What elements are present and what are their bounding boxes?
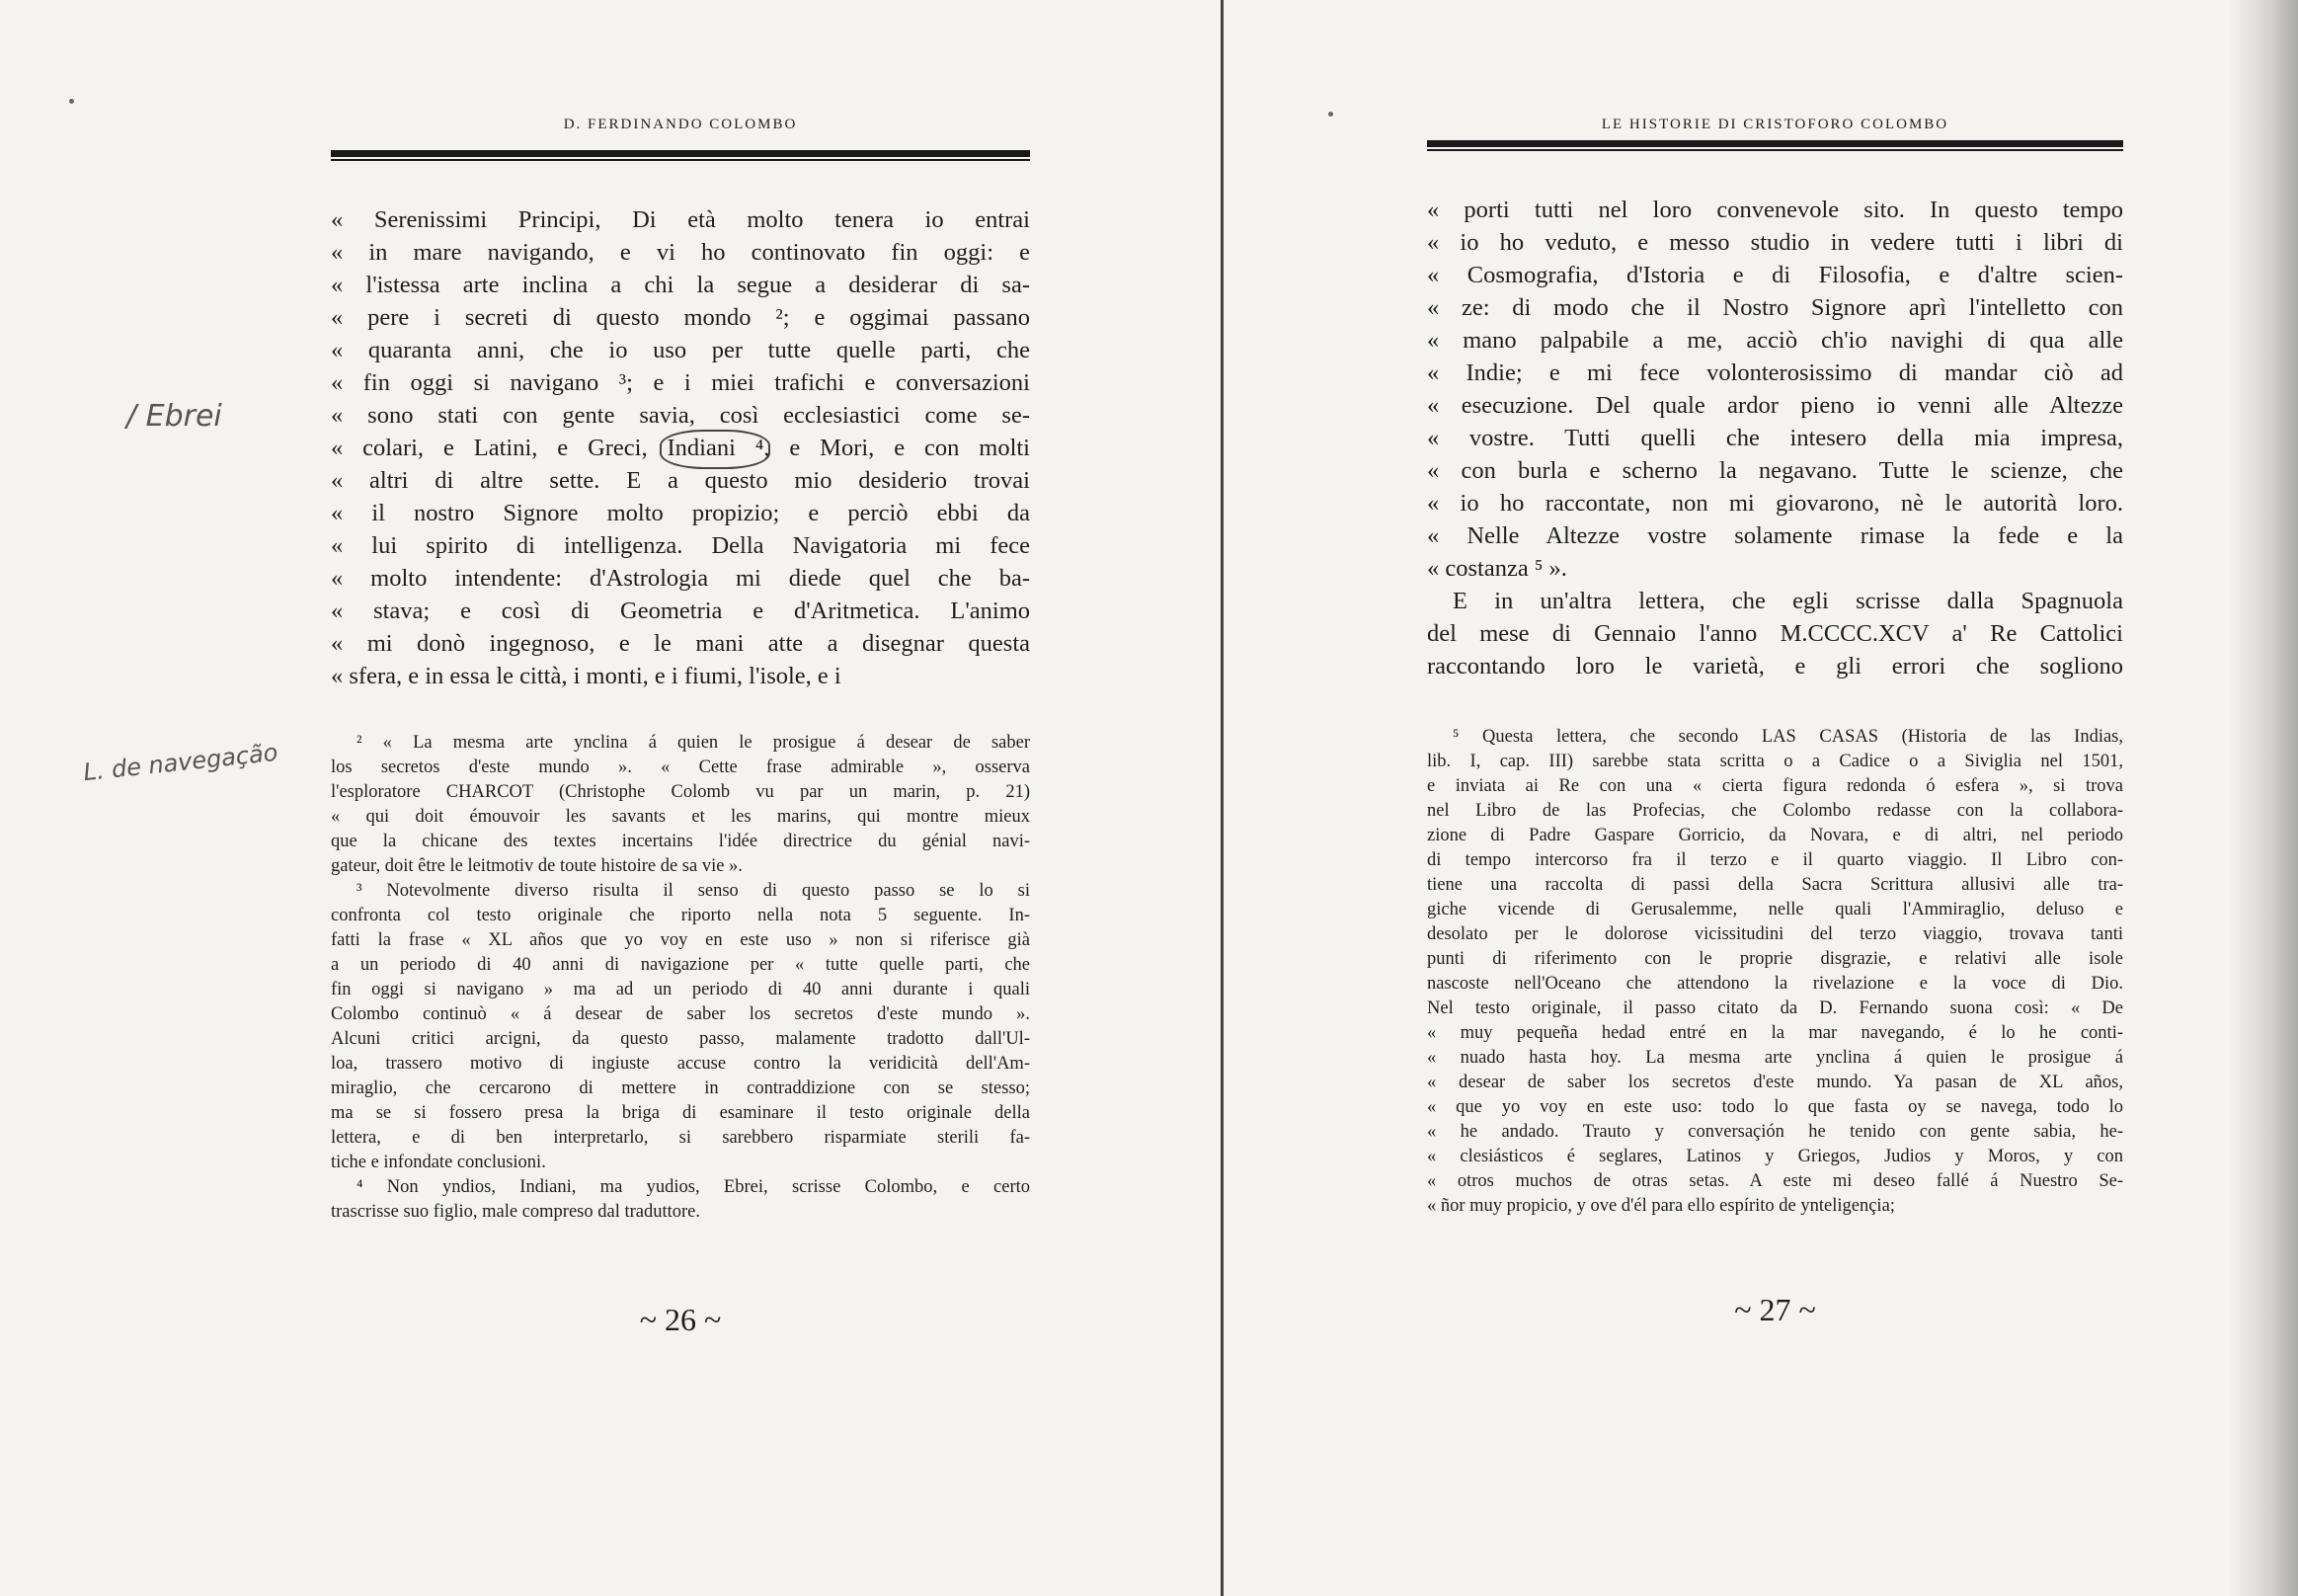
footnote-line: lib. I, cap. III) sarebbe stata scritta o a Cadice o a Siviglia nel 1501, [1427,752,2123,771]
body-line: « stava; e così di Geometria e d'Aritmetica. L'animo [331,598,1030,624]
footnote-line: giche vicende di Gerusalemme, nelle quali l'Ammiraglio, deluso e [1427,900,2123,919]
footnote-line: l'esploratore CHARCOT (Christophe Colomb vu par un marin, p. 21) [331,782,1030,802]
body-line: « io ho raccontate, non mi giovarono, nè le autorità loro. [1427,490,2123,517]
footnote-line: ma se si fossero presa la briga di esaminare il testo originale della [331,1103,1030,1123]
footnote-line: « otros muchos de otras setas. A este mi deseo fallé á Nuestro Se- [1427,1171,2123,1191]
handwritten-margin-note: L. de navegação [82,738,279,787]
body-line: « il nostro Signore molto propizio; e perciò ebbi da [331,500,1030,526]
footnote-line: confronta col testo originale che riporto nella nota 5 seguente. In- [331,906,1030,925]
footnote-line: ² « La mesma arte ynclina á quien le prosigue á desear de saber [357,733,1030,753]
body-line: « Indie; e mi fece volonterosissimo di mandar ciò ad [1427,359,2123,386]
footnote-line: trascrisse suo figlio, male compreso dal traduttore. [331,1202,701,1222]
body-line: « colari, e Latini, e Greci, Indiani ⁴, e Mori, e con molti [331,435,1030,461]
pen-circle-mark [660,430,770,469]
body-text [1427,194,2123,682]
body-line: « porti tutti nel loro convenevole sito. In questo tempo [1427,197,2123,223]
body-line: del mese di Gennaio l'anno M.CCCC.XCV a' Re Cattolici [1427,620,2123,647]
body-line: « pere i secreti di questo mondo ²; e oggimai passano [331,304,1030,331]
body-line: « molto intendente: d'Astrologia mi diede quel che ba- [331,565,1030,592]
body-line: « lui spirito di intelligenza. Della Navigatoria mi fece [331,532,1030,559]
footnote-line: fin oggi si navigano » ma ad un periodo di 40 anni durante i quali [331,980,1030,999]
footnote-line: que la chicane des textes incertains l'idée directrice du génial navi- [331,832,1030,851]
body-line: « io ho veduto, e messo studio in vedere tutti i libri di [1427,229,2123,256]
footnote-line: desolato per le dolorose vicissitudini del terzo viaggio, trovava tanti [1427,924,2123,944]
footnote-line: tiche e infondate conclusioni. [331,1153,546,1172]
footnote-line: « que yo voy en este uso: todo lo que fasta oy se navega, todo lo [1427,1097,2123,1117]
body-line: « con burla e scherno la negavano. Tutte le scienze, che [1427,457,2123,484]
footnote-line: « clesiásticos é seglares, Latinos y Griegos, Judios y Moros, y con [1427,1147,2123,1166]
body-line: « Serenissimi Principi, Di età molto tenera io entrai [331,206,1030,233]
body-line: « in mare navigando, e vi ho continovato fin oggi: e [331,239,1030,266]
footnote-line: nel Libro de las Profecias, che Colombo redasse con la collabora- [1427,801,2123,821]
body-line: E in un'altra lettera, che egli scrisse dalla Spagnuola [1453,588,2123,614]
body-line: « Nelle Altezze vostre solamente rimase la fede e la [1427,522,2123,549]
body-line: « costanza ⁵ ». [1427,555,1567,582]
footnote-line: los secretos d'este mundo ». « Cette frase admirable », osserva [331,758,1030,777]
footnote-line: « ñor muy propicio, y ove d'él para ello espírito de ynteligençia; [1427,1196,1895,1216]
scan-speck [69,99,74,104]
footnote-line: fatti la frase « XL años que yo voy en este uso » non si riferisce già [331,930,1030,950]
footnote-line: Alcuni critici arcigni, da questo passo, malamente tradotto dall'Ul- [331,1029,1030,1049]
body-line: raccontando loro le varietà, e gli errori che sogliono [1427,653,2123,679]
footnote-line: zione di Padre Gaspare Gorricio, da Novara, e di altri, nel periodo [1427,826,2123,845]
body-line: « esecuzione. Del quale ardor pieno io venni alle Altezze [1427,392,2123,419]
footnote-line: « nuado hasta hoy. La mesma arte ynclina á quien le prosigue á [1427,1048,2123,1068]
footnote-line: Nel testo originale, il passo citato da D. Fernando suona così: « De [1427,998,2123,1018]
footnote-line: di tempo intercorso fra il terzo e il quarto viaggio. Il Libro con- [1427,850,2123,870]
footnote-line: « desear de saber los secretos d'este mundo. Ya pasan de XL años, [1427,1073,2123,1092]
body-line: « mi donò ingegnoso, e le mani atte a disegnar questa [331,630,1030,657]
footnote-line: ³ Notevolmente diverso risulta il senso di questo passo se lo si [357,881,1030,901]
footnotes [331,731,1030,1225]
header-rule [1427,140,2123,147]
scan-edge-shadow [2229,0,2298,1596]
footnote-line: ⁴ Non yndios, Indiani, ma yudios, Ebrei, scrisse Colombo, e certo [357,1177,1030,1197]
running-head: D. FERDINANDO COLOMBO [563,117,798,132]
scan-speck [1328,112,1333,117]
footnote-line: Colombo continuò « á desear de saber los secretos d'este mundo ». [331,1004,1030,1024]
footnote-line: tiene una raccolta di passi della Sacra Scrittura allusivi alle tra- [1427,875,2123,895]
body-line: « sono stati con gente savia, così ecclesiastici come se- [331,402,1030,429]
footnote-line: nascoste nell'Oceano che attendono la rivelazione e la voce di Dio. [1427,974,2123,994]
handwritten-margin-note: / Ebrei [126,399,222,434]
footnote-line: loa, trassero motivo di ingiuste accuse contro la veridicità dell'Am- [331,1054,1030,1074]
footnote-line: ⁵ Questa lettera, che secondo LAS CASAS (Historia de las Indias, [1453,727,2123,747]
body-line: « altri di altre sette. E a questo mio desiderio trovai [331,467,1030,494]
page-number: ~ 26 ~ [639,1302,722,1337]
footnote-line: « muy pequeña hedad entré en la mar navegando, é lo he conti- [1427,1023,2123,1043]
running-head: LE HISTORIE DI CRISTOFORO COLOMBO [1601,117,1949,132]
body-line: « quaranta anni, che io uso per tutte quelle parti, che [331,337,1030,363]
footnotes [1427,725,2123,1219]
footnote-line: « qui doit émouvoir les savants et les marins, qui montre mieux [331,807,1030,827]
body-line: « Cosmografia, d'Istoria e di Filosofia, e d'altre scien- [1427,262,2123,288]
footnote-line: lettera, e di ben interpretarlo, si sarebbero risparmiate sterili fa- [331,1128,1030,1148]
footnote-line: punti di riferimento con le proprie disgrazie, e relativi alle isole [1427,949,2123,969]
footnote-line: a un periodo di 40 anni di navigazione per « tutte quelle parti, che [331,955,1030,975]
body-line: « ze: di modo che il Nostro Signore aprì l'intelletto con [1427,294,2123,321]
body-line: « mano palpabile a me, acciò ch'io navighi di qua alle [1427,327,2123,354]
body-line: « vostre. Tutti quelli che intesero della mia impresa, [1427,425,2123,451]
footnote-line: « he andado. Trauto y conversaçión he tenido con gente sabia, he- [1427,1122,2123,1142]
footnote-line: e inviata ai Re con una « cierta figura redonda ó esfera », si trova [1427,776,2123,796]
book-gutter [1221,0,1224,1596]
body-line: « l'istessa arte inclina a chi la segue a desiderar di sa- [331,272,1030,298]
body-line: « sfera, e in essa le città, i monti, e i fiumi, l'isole, e i [331,663,841,689]
footnote-line: miraglio, che cercarono di mettere in contraddizione con se stesso; [331,1078,1030,1098]
header-rule [331,150,1030,157]
page-number: ~ 27 ~ [1734,1292,1816,1327]
body-line: « fin oggi si navigano ³; e i miei trafichi e conversazioni [331,369,1030,396]
footnote-line: gateur, doit être le leitmotiv de toute histoire de sa vie ». [331,856,743,876]
